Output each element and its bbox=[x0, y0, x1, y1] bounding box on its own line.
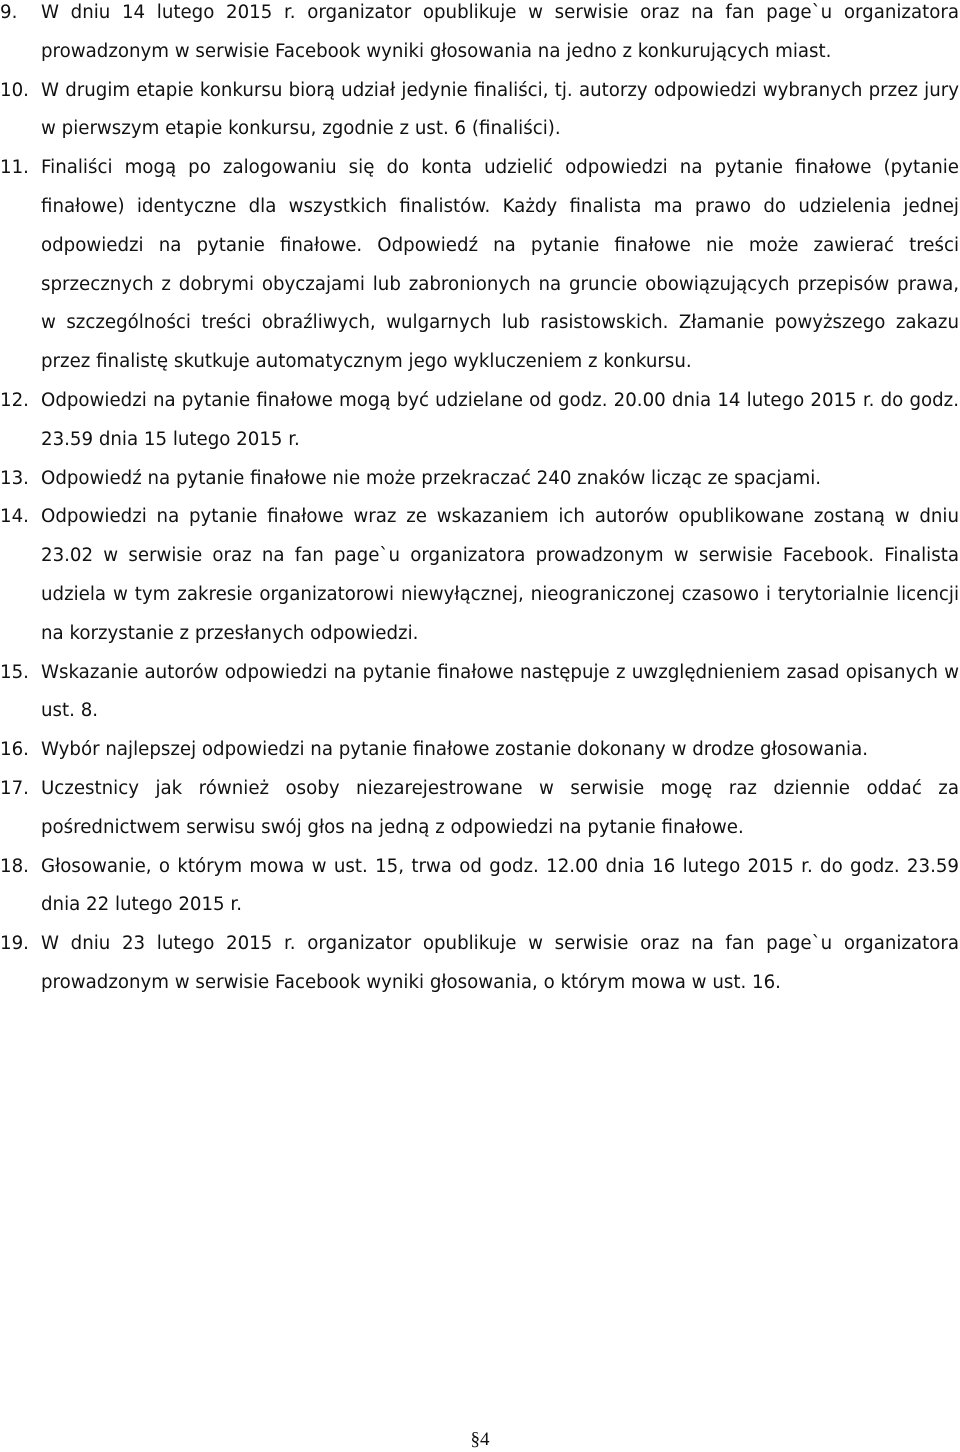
rule-19 bbox=[0, 925, 960, 1003]
rule-text: Wybór najlepszej odpowiedzi na pytanie finałowe zostanie dokonany w drodze głosowania. bbox=[41, 739, 869, 761]
rule-number: 15. bbox=[0, 661, 29, 683]
rule-12 bbox=[0, 382, 960, 460]
rule-text: Odpowiedź na pytanie finałowe nie może przekraczać 240 znaków licząc ze spacjami. bbox=[41, 467, 822, 489]
rule-number: 11. bbox=[0, 157, 29, 179]
rule-13 bbox=[0, 460, 960, 499]
rule-11 bbox=[0, 149, 960, 382]
rule-18 bbox=[0, 848, 960, 926]
rule-17 bbox=[0, 770, 960, 848]
rule-number: 18. bbox=[0, 855, 29, 877]
rule-text: Finaliści mogą po zalogowaniu się do konta udzielić odpowiedzi na pytanie finałowe (pytanie finałowe) identyczne dla wszystkich finalistów. Każdy finalista ma prawo do udzielenia jednej odpowiedzi na pytanie finałowe. Odpowiedź na pytanie finałowe nie może zawierać treści sprzecznych z dobrymi obyczajami lub zabronionych na gruncie obowiązujących przepisów prawa, w szczególności treści obraźliwych, wulgarnych lub rasistowskich. Złamanie powyższego zakazu przez finalistę skutkuje automatycznym jego wykluczeniem z konkursu. bbox=[41, 157, 959, 373]
page-number: §4 bbox=[470, 1429, 490, 1450]
rule-text: W dniu 14 lutego 2015 r. organizator opublikuje w serwisie oraz na fan page`u organizatora prowadzonym w serwisie Facebook wyniki głosowania na jedno z konkurujących miast. bbox=[41, 2, 959, 62]
rule-text: Odpowiedzi na pytanie finałowe mogą być udzielane od godz. 20.00 dnia 14 lutego 2015 r. do godz. 23.59 dnia 15 lutego 2015 r. bbox=[41, 389, 959, 450]
rule-text: Uczestnicy jak również osoby niezarejestrowane w serwisie mogę raz dziennie oddać za pośrednictwem serwisu swój głos na jedną z odpowiedzi na pytanie finałowe. bbox=[41, 777, 959, 838]
rule-number: 12. bbox=[0, 389, 29, 411]
rule-16 bbox=[0, 731, 960, 770]
rule-number: 17. bbox=[0, 777, 29, 799]
rule-text: Głosowanie, o którym mowa w ust. 15, trwa od godz. 12.00 dnia 16 lutego 2015 r. do godz. 23.59 dnia 22 lutego 2015 r. bbox=[41, 855, 959, 916]
rule-text: Odpowiedzi na pytanie finałowe wraz ze wskazaniem ich autorów opublikowane zostaną w dniu 23.02 w serwisie oraz na fan page`u organizatora prowadzonym w serwisie Facebook. Finalista udziela w tym zakresie organizatorowi niewyłącznej, nieograniczonej czasowo i terytorialnie licencji na korzystanie z przesłanych odpowiedzi. bbox=[41, 506, 959, 644]
rule-number: 14. bbox=[0, 506, 29, 528]
rule-number: 13. bbox=[0, 467, 29, 489]
rule-number: 16. bbox=[0, 739, 29, 761]
rule-text: Wskazanie autorów odpowiedzi na pytanie finałowe następuje z uwzględnieniem zasad opisanych w ust. 8. bbox=[41, 661, 959, 722]
rule-number: 19. bbox=[0, 933, 29, 955]
rule-text: W dniu 23 lutego 2015 r. organizator opublikuje w serwisie oraz na fan page`u organizatora prowadzonym w serwisie Facebook wyniki głosowania, o którym mowa w ust. 16. bbox=[41, 933, 959, 993]
rule-10 bbox=[0, 72, 960, 150]
rule-number: 10. bbox=[0, 79, 29, 101]
rule-15 bbox=[0, 654, 960, 732]
rule-9 bbox=[0, 0, 960, 72]
rule-text: W drugim etapie konkursu biorą udział jedynie finaliści, tj. autorzy odpowiedzi wybranych przez jury w pierwszym etapie konkursu, zgodnie z ust. 6 (finaliści). bbox=[41, 79, 959, 140]
rule-14 bbox=[0, 498, 960, 653]
rule-number: 9. bbox=[0, 2, 18, 23]
